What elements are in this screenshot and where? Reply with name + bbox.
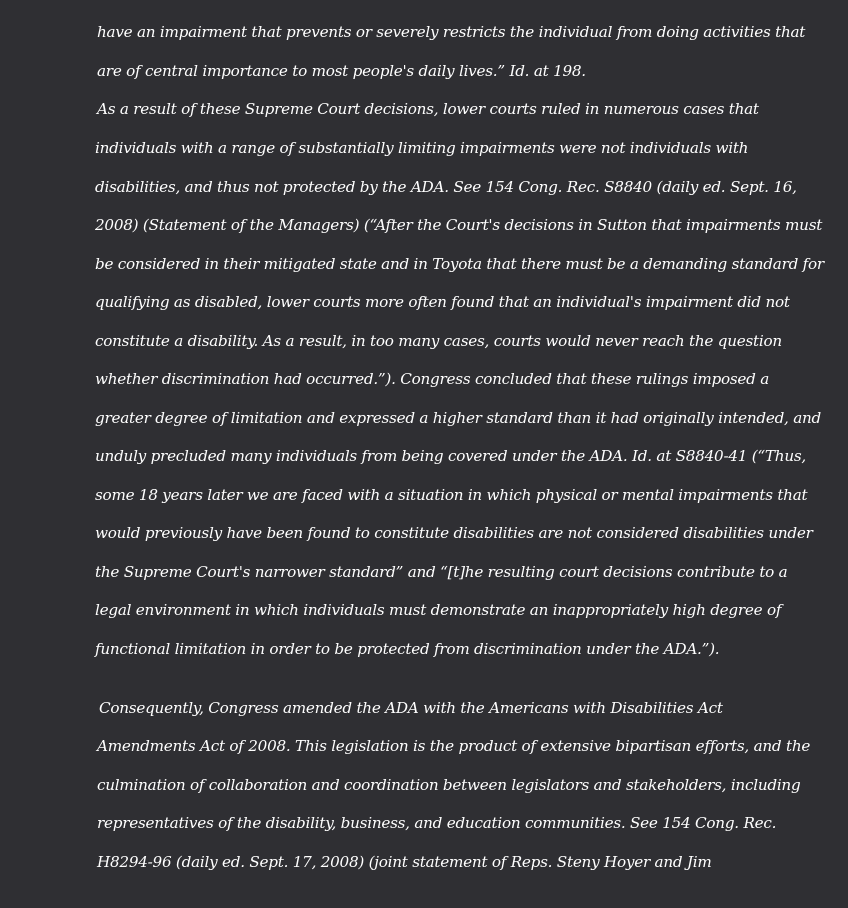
text-line: constitute a disability. As a result, in too many cases, courts would never reach the question — [95, 332, 782, 350]
text-line: be considered in their mitigated state and in Toyota that there must be a demanding standard for — [95, 255, 824, 273]
text-line: unduly precluded many individuals from being covered under the ADA. Id. at S8840-41 (“Thus, — [95, 447, 806, 465]
text-line: culmination of collaboration and coordination between legislators and stakeholders, including — [97, 776, 801, 794]
text-line: Amendments Act of 2008. This legislation is the product of extensive bipartisan efforts, and the — [97, 737, 811, 755]
text-line: disabilities, and thus not protected by the ADA. See 154 Cong. Rec. S8840 (daily ed. Sept. 16, — [95, 178, 797, 196]
text-line: whether discrimination had occurred.”). Congress concluded that these rulings imposed a — [95, 370, 770, 388]
text-line: greater degree of limitation and expressed a higher standard than it had originally intended, and — [95, 409, 822, 427]
text-line: Consequently, Congress amended the ADA with the Americans with Disabilities Act — [99, 699, 723, 717]
text-line: would previously have been found to constitute disabilities are not considered disabilities under — [95, 524, 813, 542]
text-line: legal environment in which individuals must demonstrate an inappropriately high degree of — [95, 601, 782, 619]
text-line: functional limitation in order to be protected from discrimination under the ADA.”). — [95, 640, 720, 658]
text-line: As a result of these Supreme Court decisions, lower courts ruled in numerous cases that — [97, 100, 759, 118]
text-line: have an impairment that prevents or severely restricts the individual from doing activities that — [97, 23, 806, 41]
text-line: some 18 years later we are faced with a situation in which physical or mental impairments that — [95, 486, 808, 504]
text-line: the Supreme Court's narrower standard” and “[t]he resulting court decisions contribute to a — [95, 563, 788, 581]
text-line: qualifying as disabled, lower courts more often found that an individual's impairment did not — [95, 293, 790, 311]
text-line: 2008) (Statement of the Managers) (“After the Court's decisions in Sutton that impairments must — [95, 216, 823, 234]
text-line: H8294-96 (daily ed. Sept. 17, 2008) (joint statement of Reps. Steny Hoyer and Jim — [97, 853, 712, 871]
text-line: individuals with a range of substantially limiting impairments were not individuals with — [95, 139, 749, 157]
text-line: are of central importance to most people's daily lives.” Id. at 198. — [97, 62, 586, 80]
text-line: representatives of the disability, business, and education communities. See 154 Cong. Rec. — [97, 814, 777, 832]
